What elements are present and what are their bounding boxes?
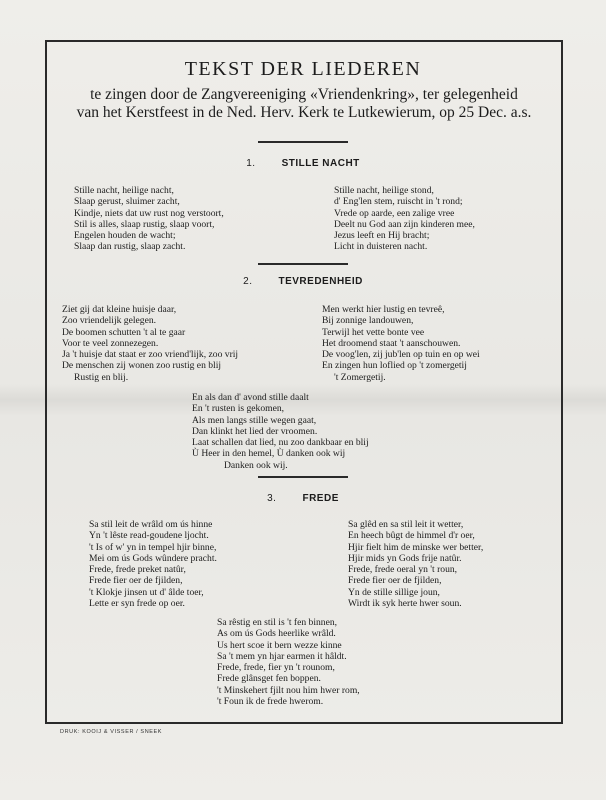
verse-line: En zingen hun loflied op 't zomergetij	[322, 360, 467, 372]
verse-line: De voog'len, zij jub'len op tuin en op wei	[322, 349, 480, 361]
verse-line: Sa rêstig en stil is 't fen binnen,	[217, 617, 338, 628]
verse-line: En als dan d' avond stille daalt	[192, 392, 309, 403]
verse-line: Dan klinkt het lied der vroomen.	[192, 425, 318, 437]
verse-line: 't Foun ik de frede hwerom.	[217, 696, 324, 708]
verse-line: Hjir fielt him de minske wer better,	[348, 541, 484, 553]
song-1-heading	[0, 158, 606, 169]
verse-line: Kindje, niets dat uw rust nog verstoort,	[74, 207, 224, 219]
song-2-verse-left	[62, 304, 238, 383]
verse-line: 't Minskehert fjilt nou him hwer rom,	[217, 684, 360, 696]
verse-line: Frede fier oer de fjilden,	[348, 575, 442, 587]
verse-line: Bij zonnige landouwen,	[322, 315, 414, 327]
verse-line: Voor te veel zonnezegen.	[62, 337, 159, 349]
verse-line: 't Is of w' yn in tempel hjir binne,	[89, 541, 217, 553]
song-title: FREDE	[302, 493, 339, 504]
page-title: TEKST DER LIEDEREN	[184, 58, 422, 80]
verse-line: Sa 't mem yn hjar earmen it hâldt.	[217, 650, 347, 662]
verse-line: Sa stil leit de wrâld om ús hinne	[89, 519, 213, 530]
verse-line: Stille nacht, heilige stond,	[334, 185, 434, 196]
song-number: 1.	[246, 158, 256, 169]
section-divider	[258, 476, 348, 478]
verse-line: Vrede op aarde, een zalige vree	[334, 207, 455, 219]
song-2-verse-right	[322, 304, 480, 383]
verse-line: Het droomend staat 't aanschouwen.	[322, 337, 461, 349]
song-3-verse-left	[89, 519, 217, 609]
verse-line: Frede, frede preket natûr,	[89, 564, 186, 576]
verse-line: De menschen zij wonen zoo rustig en blij	[62, 360, 222, 372]
verse-line: Als men langs stille wegen gaat,	[192, 414, 317, 426]
verse-line: Danken ook wij.	[224, 459, 288, 471]
song-number: 2.	[243, 276, 253, 287]
verse-line: d' Eng'len stem, ruischt in 't rond;	[334, 196, 463, 208]
intro-line-1: te zingen door de Zangvereeniging «Vriendenkring», ter gelegenheid	[90, 86, 518, 103]
verse-line: As om ús Gods heerlike wrâld.	[217, 628, 336, 640]
verse-line: Yn 't lêste read-goudene ljocht.	[89, 530, 209, 542]
section-divider	[258, 141, 348, 143]
verse-line: Zoo vriendelijk gelegen.	[62, 315, 157, 327]
song-3-heading	[0, 493, 606, 504]
verse-line: Licht in duisteren nacht.	[334, 241, 428, 253]
song-3-verse-center	[217, 617, 360, 707]
verse-line: Ziet gij dat kleine huisje daar,	[62, 304, 177, 315]
verse-line: Stille nacht, heilige nacht,	[74, 185, 174, 196]
verse-line: Frede fier oer de fjilden,	[89, 575, 183, 587]
verse-line: Frede glânsget fen boppen.	[217, 673, 321, 685]
verse-line: Slaap dan rustig, slaap zacht.	[74, 241, 186, 253]
verse-line: Laat schallen dat lied, nu zoo dankbaar en blij	[192, 437, 369, 449]
song-1-verse-right	[334, 185, 475, 253]
verse-line: Ja 't huisje dat staat er zoo vriend'lijk, zoo vrij	[62, 349, 239, 361]
verse-line: En heech bûgt de himmel d'r oer,	[348, 530, 475, 542]
song-number: 3.	[267, 493, 277, 504]
verse-line: Mei om ús Gods wûndere pracht.	[89, 552, 217, 564]
verse-line: 't Klokje jinsen ut d' âlde toer,	[89, 586, 204, 598]
verse-line: En 't rusten is gekomen,	[192, 403, 285, 415]
section-divider	[258, 263, 348, 265]
verse-line: Terwijl het vette bonte vee	[322, 326, 425, 338]
song-2-heading	[0, 276, 606, 287]
verse-line: Jezus leeft en Hij bracht;	[334, 230, 430, 242]
song-title: STILLE NACHT	[281, 158, 360, 169]
verse-line: Stil is alles, slaap rustig, slaap voort,	[74, 218, 215, 230]
verse-line: Frede, frede oeral yn 't roun,	[348, 564, 458, 576]
verse-line: Yn de stille sillige joun,	[348, 586, 440, 598]
verse-line: Hjir mids yn Gods frije natûr.	[348, 552, 462, 564]
verse-line: Engelen houden de wacht;	[74, 230, 176, 242]
verse-line: Lette er syn frede op oer.	[89, 598, 185, 610]
song-1-verse-left	[74, 185, 224, 253]
verse-line: Rustig en blij.	[74, 371, 129, 383]
printer-imprint: DRUK: KOOIJ & VISSER / SNEEK	[60, 729, 163, 735]
intro-text	[52, 86, 556, 122]
song-3-verse-right	[348, 519, 483, 609]
verse-line: Deelt nu God aan zijn kinderen mee,	[334, 218, 475, 230]
verse-line: Wirdt ik syk herte hwer soun.	[348, 598, 462, 610]
verse-line: Slaap gerust, sluimer zacht,	[74, 196, 180, 208]
verse-line: Men werkt hier lustig en tevreê,	[322, 304, 445, 315]
verse-line: De boomen schutten 't al te gaar	[62, 326, 186, 338]
verse-line: Us hert scoe it bern wezze kinne	[217, 639, 342, 651]
song-title: TEVREDENHEID	[278, 276, 363, 287]
verse-line: Frede, frede, fier yn 't rounom,	[217, 662, 335, 674]
verse-line: 't Zomergetij.	[334, 371, 386, 383]
verse-line: Ù Heer in den hemel, Ù danken ook wij	[192, 448, 346, 460]
intro-line-2: van het Kerstfeest in de Ned. Herv. Kerk te Lutkewierum, op 25 Dec. a.s.	[76, 104, 532, 121]
song-2-verse-center	[192, 392, 369, 471]
verse-line: Sa glêd en sa stil leit it wetter,	[348, 519, 464, 530]
